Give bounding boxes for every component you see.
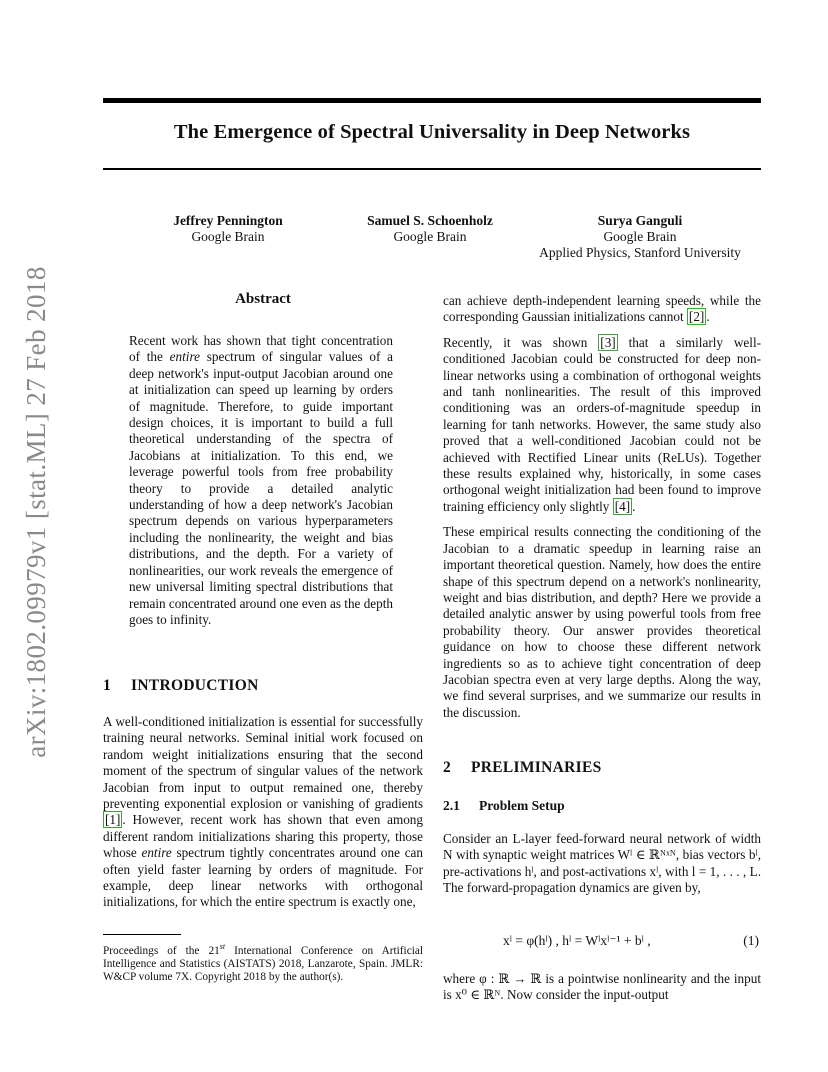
paper-title: The Emergence of Spectral Universality in Deep Networks xyxy=(173,121,691,143)
abstract-emphasis: entire xyxy=(169,349,200,365)
body-text: can achieve depth-independent learning speeds, while the corresponding Gaussian initializations cannot xyxy=(443,293,761,325)
abstract-text: Recent work has shown that tight concentration of the xyxy=(129,333,393,365)
abstract-heading: Abstract xyxy=(235,291,291,307)
footnote-text: International Conference on Artificial Intelligence and Statistics (AISTATS) 2018, Lanzarote, Spain. JMLR: W&CP volume 7X. Copyright 2018 by the author(s). xyxy=(103,944,423,984)
section-number: 1 xyxy=(103,677,112,694)
abstract-paragraph xyxy=(129,333,393,628)
author-affiliation: Google Brain xyxy=(191,229,265,244)
citation-link[interactable]: [4] xyxy=(614,498,631,514)
footnote-text: Proceedings of the 21 xyxy=(103,944,220,957)
footnote-rule xyxy=(103,934,181,935)
author-block-2 xyxy=(330,213,530,245)
intro-text: A well-conditioned initialization is essential for successfully training neural networks. Seminal initial work focused on random weight initializations ensuring that the second moment of the spectrum of singular values of the network Jacobian from input to output remained one, thereby preventing exponential explosion or vanishing of gradients xyxy=(103,714,423,812)
intro-text: . However, recent work has shown that even among different random initializations sharing this property, those whose xyxy=(103,812,423,861)
equation-1 xyxy=(443,933,761,951)
body-text: . xyxy=(706,309,710,325)
body-text: . xyxy=(632,498,636,514)
citation-link[interactable]: [3] xyxy=(600,334,616,350)
subsection-number: 2.1 xyxy=(443,798,460,813)
body-text: that a similarly well-conditioned Jacobian could be constructed for deep non-linear networks using a combination of orthogonal weights and tanh nonlinearities. The result of this improved conditioning was an orders-of-magnitude speedup in learning for tanh networks. However, the same study also proved that a well-conditioned Jacobian could not be achieved with Rectified Linear units (ReLUs). Together these results explained why, historically, in some cases orthogonal weight initialization had been found to improve training efficiency only slightly xyxy=(443,334,761,514)
body-text: Recently, it was shown xyxy=(443,334,599,350)
equation-content: xˡ = φ(hˡ) , hˡ = Wˡxˡ⁻¹ + bˡ , xyxy=(503,933,651,948)
title-bottom-rule xyxy=(103,168,761,170)
intro-text: spectrum tightly concentrates around one can often yield faster learning by orders of magnitude. For example, deep linear networks with orthogonal initializations, for which the entire spectrum is exactly one, xyxy=(103,845,423,910)
section-heading-preliminaries xyxy=(443,759,602,777)
subsection-heading-problem-setup xyxy=(443,798,565,814)
section-heading-introduction xyxy=(103,677,259,695)
citation-link[interactable]: [1] xyxy=(105,812,121,828)
problem-setup-body-continued xyxy=(443,971,761,1004)
right-paragraph-1 xyxy=(443,335,761,515)
intro-paragraph xyxy=(103,714,423,911)
problem-setup-body xyxy=(443,831,761,897)
author-affiliation-secondary: Applied Physics, Stanford University xyxy=(539,245,741,260)
author-affiliation: Google Brain xyxy=(393,229,467,244)
abstract-text-continued: spectrum of singular values of a deep network's input-output Jacobian around one at initialization can speed up learning by orders of magnitude. Therefore, to guide important design choices, it is important to build a full theoretical understanding of the spectra of Jacobians at initialization. To this end, we leverage powerful tools from free probability theory to provide a detailed analytic understanding of how a deep network's Jacobian spectrum depends on various hyperparameters including the nonlinearity, the weight and bias distributions, and the depth. For a variety of nonlinearities, our work reveals the emergence of new universal limiting spectral distributions that remain concentrated around one even as the depth goes to infinity. xyxy=(129,349,394,627)
arxiv-side-stamp: arXiv:1802.09979v1 [stat.ML] 27 Feb 2018 xyxy=(21,266,51,758)
citation-link[interactable]: [2] xyxy=(688,309,705,325)
author-name: Jeffrey Pennington xyxy=(173,213,283,228)
right-paragraph-0 xyxy=(443,293,761,326)
intro-body xyxy=(103,714,423,911)
subsection-title: Problem Setup xyxy=(479,798,565,813)
intro-emphasis: entire xyxy=(141,845,172,861)
footnote xyxy=(103,940,423,985)
author-name: Surya Ganguli xyxy=(597,213,683,228)
right-column-intro xyxy=(443,293,761,721)
abstract-body xyxy=(129,333,393,628)
footnote-superscript: st xyxy=(219,942,226,951)
problem-setup-paragraph-2: where φ : ℝ → ℝ is a pointwise nonlinearity and the input is x⁰ ∈ ℝᴺ. Now consider the input-output xyxy=(443,971,761,1003)
equation-number: (1) xyxy=(743,933,759,948)
right-paragraph-2: These empirical results connecting the conditioning of the Jacobian to a dramatic speedup in learning raise an important theoretical question. Namely, how does the entire shape of this spectrum depend on a network's nonlinearity, weight and bias distribution, and depth? Here we provide a detailed analytic answer by using powerful tools from free probability theory. Our answer provides theoretical guidance on how to choose these different network ingredients so as to achieve tight concentration of deep Jacobian spectra even at very large depths. Along the way, we find several surprises, and we summarize our results in the discussion. xyxy=(443,524,761,720)
section-title: INTRODUCTION xyxy=(131,677,259,694)
section-title: PRELIMINARIES xyxy=(471,759,602,776)
author-block-1 xyxy=(128,213,328,245)
problem-setup-paragraph: Consider an L-layer feed-forward neural network of width N with synaptic weight matrices Wˡ ∈ ℝᴺˣᴺ, bias vectors bˡ, pre-activations hˡ, and post-activations xˡ, with l = 1, . . . , L. The forward-propagation dynamics are given by, xyxy=(443,831,761,896)
title-top-rule xyxy=(103,98,761,103)
author-block-3 xyxy=(520,213,760,261)
author-affiliation: Google Brain xyxy=(603,229,677,244)
author-name: Samuel S. Schoenholz xyxy=(367,213,493,228)
section-number: 2 xyxy=(443,759,452,776)
